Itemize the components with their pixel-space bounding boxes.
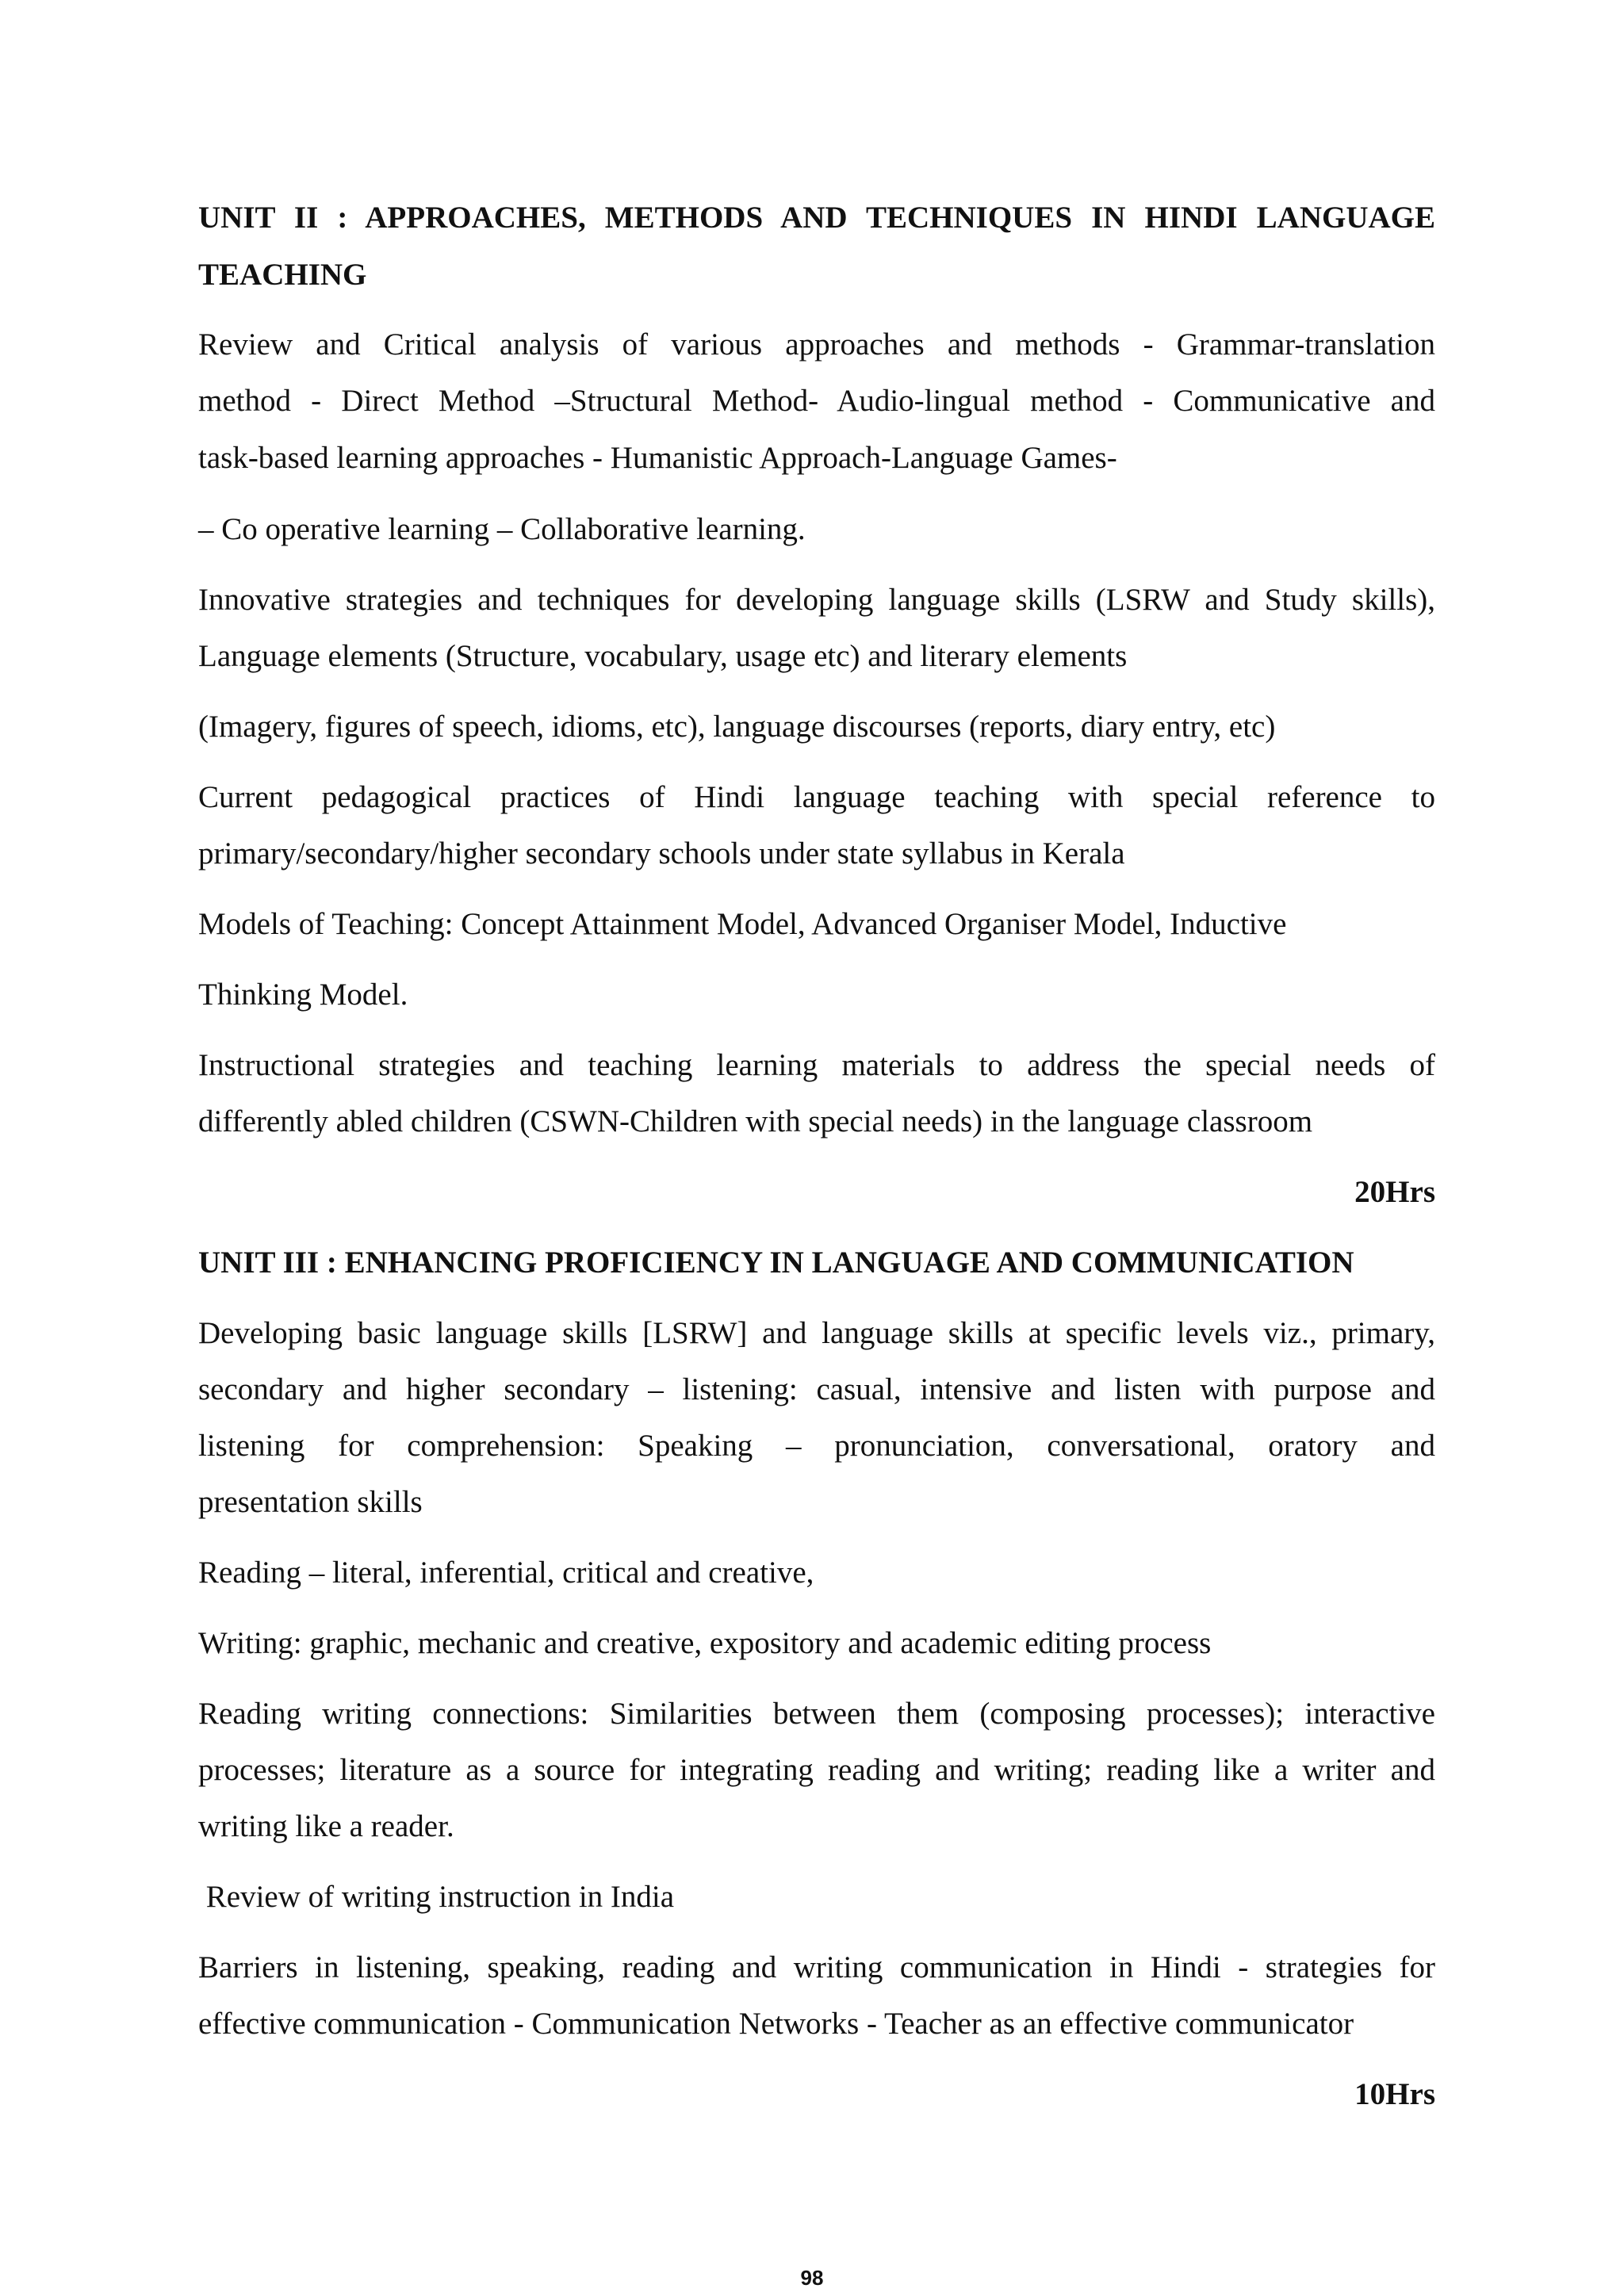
unit3-paragraph-1-line-4: presentation skills [198,1485,423,1519]
unit3-paragraph-6-line-1: Barriers in listening, speaking, reading and writing communication in Hindi - strategies for [198,1950,1435,1984]
unit2-paragraph-5-line-2: primary/secondary/higher secondary schools under state syllabus in Kerala [198,836,1125,871]
unit3-paragraph-1-line-2: secondary and higher secondary – listening: casual, intensive and listen with purpose and [198,1372,1435,1406]
unit2-paragraph-4: (Imagery, figures of speech, idioms, etc), language discourses (reports, diary entry, etc) [198,710,1276,744]
unit2-paragraph-8-line-2: differently abled children (CSWN-Children with special needs) in the language classroom [198,1104,1313,1138]
unit2-hours: 20Hrs [1354,1175,1435,1209]
unit3-paragraph-4-line-1: Reading writing connections: Similarities between them (composing processes); interactive [198,1697,1435,1731]
unit3-paragraph-6-line-2: effective communication - Communication Networks - Teacher as an effective communicator [198,2007,1354,2041]
unit3-paragraph-1-line-1: Developing basic language skills [LSRW] and language skills at specific levels viz., primary, [198,1316,1435,1350]
unit2-paragraph-3-line-2: Language elements (Structure, vocabulary, usage etc) and literary elements [198,639,1128,673]
page-number: 98 [800,2266,824,2290]
unit2-paragraph-5-line-1: Current pedagogical practices of Hindi language teaching with special reference to [198,780,1435,814]
unit2-paragraph-1-line-3: task-based learning approaches - Humanistic Approach-Language Games- [198,441,1117,475]
unit3-paragraph-3: Writing: graphic, mechanic and creative, expository and academic editing process [198,1626,1212,1660]
unit3-paragraph-1-line-3: listening for comprehension: Speaking – pronunciation, conversational, oratory and [198,1429,1435,1463]
unit3-hours: 10Hrs [1354,2077,1435,2111]
unit3-heading: UNIT III : ENHANCING PROFICIENCY IN LANGUAGE AND COMMUNICATION [198,1246,1354,1280]
unit2-paragraph-6: Models of Teaching: Concept Attainment Model, Advanced Organiser Model, Inductive [198,907,1287,941]
unit3-paragraph-4-line-2: processes; literature as a source for integrating reading and writing; reading like a writer and [198,1753,1435,1787]
unit2-paragraph-8-line-1: Instructional strategies and teaching learning materials to address the special needs of [198,1048,1435,1082]
unit2-paragraph-3-line-1: Innovative strategies and techniques for developing language skills (LSRW and Study skills), [198,583,1435,617]
unit3-paragraph-2: Reading – literal, inferential, critical and creative, [198,1556,814,1590]
unit2-paragraph-1-line-1: Review and Critical analysis of various approaches and methods - Grammar-translation [198,327,1435,362]
unit3-paragraph-4-line-3: writing like a reader. [198,1809,454,1843]
unit2-heading-line1: UNIT II : APPROACHES, METHODS AND TECHNIQUES IN HINDI LANGUAGE [198,201,1435,235]
unit2-paragraph-7: Thinking Model. [198,978,408,1012]
unit3-paragraph-5: Review of writing instruction in India [198,1880,675,1914]
unit2-heading-line2: TEACHING [198,258,367,292]
unit2-paragraph-1-line-2: method - Direct Method –Structural Method- Audio-lingual method - Communicative and [198,384,1435,418]
unit2-paragraph-2: – Co operative learning – Collaborative learning. [198,512,806,546]
